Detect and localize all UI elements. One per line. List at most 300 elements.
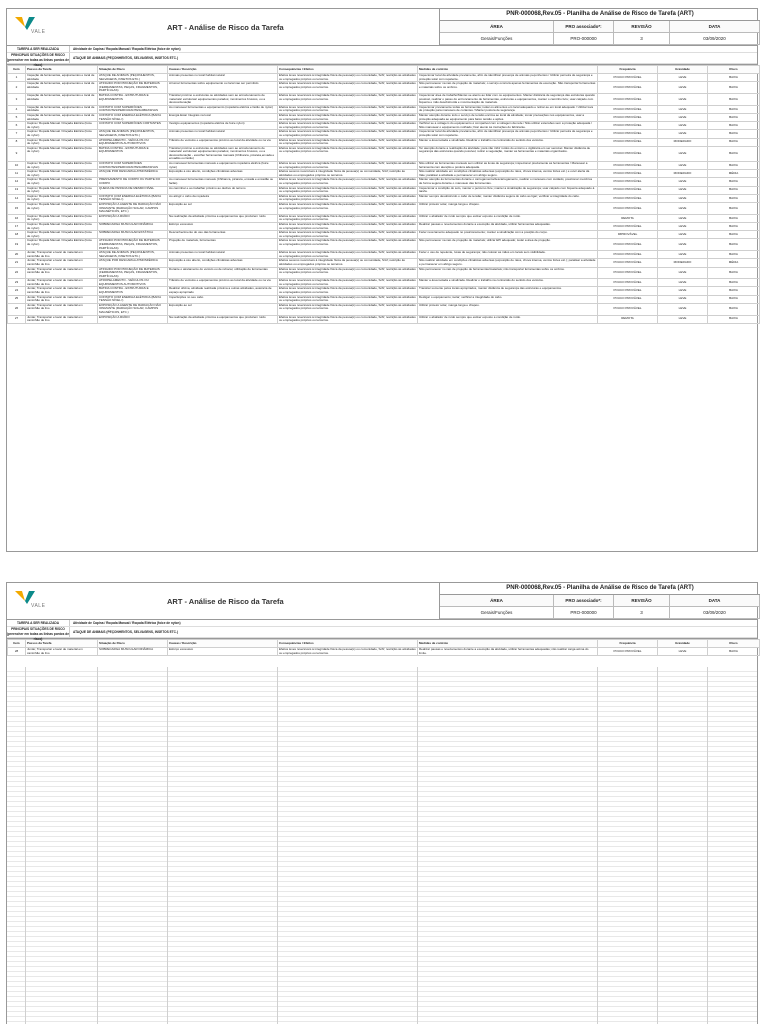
cell-situacao: CONTATO COM SUPERFÍCIES CORTANTES/PERFURANTES/ABRASIVAS bbox=[98, 162, 168, 170]
cell-item: 26 bbox=[8, 303, 26, 315]
cell-situacao: PRENSAMENTO DE CORPO OU PARTE DO CORPO bbox=[98, 178, 168, 186]
cell-passos: Juntar, Transportar e lavar de material em caminhão de lixo bbox=[26, 259, 98, 267]
cell-item: 22 bbox=[8, 267, 26, 279]
col-revisao-label: REVISÃO bbox=[614, 595, 670, 607]
logo-text: VALE bbox=[31, 603, 46, 609]
cell-medidas: Inspecionar local da atividade previamente, afim de identificar presença de animais peçonhentos / Utilizar perneira de segurança e proteção solar com repelente. bbox=[418, 74, 598, 82]
cell-consequencias: Efeitos leves reversíveis à integridade física da pessoa(s) ou comunidade, S/Af; restrição às atividades ou empregados próprios ou terceiros. bbox=[279, 193, 416, 202]
cell-consequencias: Efeitos leves reversíveis à integridade física da pessoa(s) ou comunidade, S/Af; restrição às atividades ou empregados próprios ou terceiros. bbox=[279, 129, 416, 137]
cell-passos: Juntar, Transportar e lavar de material em caminhão de lixo bbox=[26, 279, 98, 287]
cell-item: 4 bbox=[8, 105, 26, 113]
cell-consequencias: Efeitos leves reversíveis à integridade física da pessoa(s) ou comunidade, S/Af; restrição às atividades ou empregados próprios ou terceiros. bbox=[279, 314, 416, 323]
cell-frequencia: POUCO PROVÁVEL bbox=[598, 113, 658, 121]
col-data-label: DATA bbox=[670, 595, 760, 607]
col-frequencia: Frequência bbox=[598, 640, 658, 648]
cell-causas: Desconhecimento do uso das ferramentas bbox=[168, 231, 278, 239]
cell-risco: BAIXA bbox=[708, 130, 760, 138]
cell-medidas: Manter a área isolada e sinalizada. Realizar o trabalho na contramão do sentido dos veículos. bbox=[418, 138, 598, 146]
cell-risco: BAIXA bbox=[708, 113, 760, 121]
cell-causas: Ao atingir o cabo da roçadeira bbox=[168, 194, 278, 202]
pro-value: PRO-000000 bbox=[554, 607, 614, 619]
cell-gravidade: LEVE bbox=[658, 82, 708, 94]
col-revisao-label: REVISÃO bbox=[614, 21, 670, 33]
cell-medidas: Não realizar atividade em condições climáticas adversas (exposição de raios, chuva intensa, ventos fortes etc.) e ouvir alerta da Vale; paralisar a atividade e permanecer em abrigo seguro. bbox=[418, 170, 598, 178]
cell-risco: BAIXA bbox=[708, 105, 760, 113]
cell-risco: BAIXA bbox=[708, 162, 760, 170]
cell-causas: Exposição a céu aberto, condições climáticas adversas bbox=[168, 170, 278, 178]
table-row bbox=[8, 267, 760, 279]
col-item: Item bbox=[8, 66, 26, 74]
cell-medidas: Manter sempre desobstruído o cabo de tensão; manter distância segura do cabo ao ligar; verificar a integridade do cabo. bbox=[418, 194, 598, 202]
cell-medidas: Inspecionar área de trabalho/Manter-se atento ao lidar com os equipamentos. Manter distância de segurança das estruturas quando possível, realizar o passo do entroncamento de ferramentas, estruturas e equipamentos, manter o caminho livre; usar calçado com biqueira e mão desobstruída e movimentação de materiais. bbox=[418, 93, 598, 105]
cell-causas: Projeção de materiais, ferramentas bbox=[168, 239, 278, 251]
cell-situacao: ATAQUE DE ANIMAIS (PEÇONHENTOS, SELVAGENS, INSETOS ETC.) bbox=[98, 74, 168, 82]
cell-consequencias: Efeitos leves reversíveis à integridade física da pessoa(s) ou comunidade, S/Af; restrição às atividades ou empregados próprios ou terceiros. bbox=[279, 250, 416, 258]
cell-frequencia: POUCO PROVÁVEL bbox=[598, 162, 658, 170]
col-risco: Risco bbox=[708, 640, 760, 648]
cell-frequencia: REMOTA bbox=[598, 315, 658, 323]
cell-frequencia: POUCO PROVÁVEL bbox=[598, 648, 658, 656]
area-value: Gerais/Funções bbox=[440, 33, 554, 45]
cell-consequencias: Efeitos leves reversíveis à integridade física da pessoa(s) ou comunidade, S/Af; restrição às atividades ou empregados próprios ou terceiros. bbox=[279, 73, 416, 81]
cell-item: 27 bbox=[8, 315, 26, 323]
cell-item: 14 bbox=[8, 194, 26, 202]
cell-risco: BAIXA bbox=[708, 203, 760, 215]
tarefa-value: Atividade de Capina / Roçada Manual / Roçada Elétrica (foice de nylon) bbox=[73, 47, 181, 51]
cell-gravidade: LEVE bbox=[658, 186, 708, 194]
cell-item: 8 bbox=[8, 138, 26, 146]
cell-passos: Juntar, Transportar e lavar de material em caminhão de lixo bbox=[26, 295, 98, 303]
cell-consequencias: Efeitos leves reversíveis à integridade física da pessoa(s) ou comunidade, S/Af; restrição às atividades ou empregados próprios ou terceiros. bbox=[278, 203, 418, 215]
cell-consequencias: Efeitos leves reversíveis à integridade física da pessoa(s) ou comunidade, S/Af; restrição às atividades ou empregados próprios ou terceiros. bbox=[279, 294, 416, 303]
cell-frequencia: POUCO PROVÁVEL bbox=[598, 170, 658, 178]
cell-causas: Transitar próximo a estruturas ou atividades sem ao armazenamento de materiais/ estruturas/ equipamentos parados; movimentos bruscos, ou a descoordenação - escolher ferramentas manuais (Chibanca, picareta,enxada e enxadão ou facão) bbox=[168, 146, 278, 161]
cell-consequencias: Efeitos leves reversíveis à integridade física da pessoa(s) ou comunidade, S/Af; restrição às atividades ou empregados próprios ou terceiros. bbox=[278, 303, 418, 315]
cell-risco: BAIXA bbox=[708, 194, 760, 202]
cell-gravidade: LEVE bbox=[658, 231, 708, 239]
table-row bbox=[8, 146, 760, 161]
col-passos: Passos da Tarefa bbox=[26, 66, 98, 74]
cell-situacao: BATIDA CONTRA - ESTRUTURAS E EQUIPAMENTOS bbox=[98, 146, 168, 161]
cell-frequencia: IMPROVÁVEL bbox=[598, 231, 658, 239]
cell-item: 16 bbox=[8, 214, 26, 222]
cell-consequencias: Efeitos leves reversíveis à integridade física da pessoa(s) ou comunidade, S/Af; restrição às atividades ou empregados próprios ou terceiros. bbox=[279, 647, 416, 655]
cell-situacao: ATINGIDO POR PROJEÇÃO DE MATERIAIS (FERRAMENTAS, PEÇAS, FRAGMENTOS, PARTÍCULAS) bbox=[98, 239, 168, 251]
cell-gravidade: LEVE bbox=[658, 315, 708, 323]
cell-passos: Capina / Roçada Manual / Roçada Elétrica (foice de nylon) bbox=[26, 194, 98, 202]
situacoes-label: PRINCIPAIS SITUAÇÕES DE RISCO (preencher em todas as linhas pontos de risco) bbox=[7, 53, 69, 67]
cell-risco: BAIXA bbox=[708, 214, 760, 222]
cell-item: 12 bbox=[8, 178, 26, 186]
cell-passos: Inspeção da ferramentas, equipamentos e local de atividade bbox=[26, 82, 98, 94]
cell-passos: Capina / Roçada Manual / Roçada Elétrica (foice de nylon) bbox=[26, 231, 98, 239]
revisao-value: 3 bbox=[614, 33, 670, 45]
cell-consequencias: Efeitos leves reversíveis à integridade física da pessoa(s) ou comunidade, S/Af; restrição às atividades ou empregados próprios ou terceiros. bbox=[279, 161, 416, 169]
tarefa-value: Atividade de Capina / Roçada Manual / Roçada Elétrica (foice de nylon) bbox=[73, 621, 181, 625]
cell-risco: BAIXA bbox=[708, 239, 760, 251]
cell-causas: Imperfeições no seu cabo bbox=[168, 295, 278, 303]
situacoes-label: PRINCIPAIS SITUAÇÕES DE RISCO (preencher em todas as linhas pontos de risco) bbox=[7, 627, 69, 641]
cell-situacao: CONTATO COM SUPERFÍCIES CORTANTES/PERFURANTES/ABRASIVAS bbox=[98, 105, 168, 113]
cell-situacao: EXPOSIÇÃO A RUÍDO bbox=[98, 214, 168, 222]
cell-causas: Energia Estar Integrais na local bbox=[168, 113, 278, 121]
cell-consequencias: Efeitos leves reversíveis à integridade física da pessoa(s) ou comunidade, S/Af; restrição às atividades ou empregados próprios ou terceiros. bbox=[279, 221, 416, 230]
cell-passos: Capina / Roçada Manual / Roçada Elétrica (foice de nylon) bbox=[26, 239, 98, 251]
area-value: Gerais/Funções bbox=[440, 607, 554, 619]
cell-causas: Transitar próximo a estruturas ou atividades sem ao armazenamento de materiais/ estruturas/ equipamentos parados; movimentos bruscos, ou a descoordenação bbox=[168, 93, 278, 105]
data-value: 03/09/2020 bbox=[670, 607, 760, 619]
sheet-page-1 bbox=[6, 8, 758, 552]
cell-item: 1 bbox=[8, 74, 26, 82]
cell-risco: BAIXA bbox=[708, 231, 760, 239]
cell-frequencia: POUCO PROVÁVEL bbox=[598, 251, 658, 259]
col-frequencia: Frequência bbox=[598, 66, 658, 74]
cell-risco: BAIXA bbox=[708, 146, 760, 161]
cell-frequencia: POUCO PROVÁVEL bbox=[598, 267, 658, 279]
table-row bbox=[8, 315, 760, 323]
col-item: Item bbox=[8, 640, 26, 648]
cell-risco: BAIXA bbox=[708, 315, 760, 323]
cell-frequencia: POUCO PROVÁVEL bbox=[598, 178, 658, 186]
col-pro-label: PRO associado*: bbox=[554, 21, 614, 33]
col-situacao: Situação de Risco bbox=[98, 640, 168, 648]
cell-causas: Esforço excessivo bbox=[168, 222, 278, 230]
cell-risco: BAIXA bbox=[708, 93, 760, 105]
cell-passos: Capina / Roçada Manual / Roçada Elétrica (foice de nylon) bbox=[26, 222, 98, 230]
cell-passos: Inspeção da ferramentas, equipamentos e local de atividade bbox=[26, 105, 98, 113]
cell-gravidade: LEVE bbox=[658, 162, 708, 170]
task-meta bbox=[7, 46, 757, 65]
cell-item: 24 bbox=[8, 287, 26, 295]
col-medidas: Medidas de controle bbox=[418, 66, 598, 74]
header-info-block bbox=[439, 583, 760, 619]
cell-frequencia: POUCO PROVÁVEL bbox=[598, 138, 658, 146]
cell-item: 19 bbox=[8, 239, 26, 251]
col-medidas: Medidas de controle bbox=[418, 640, 598, 648]
doc-code: PNR-000068,Rev.05 - Planilha de Análise de Risco de Tarefa (ART) bbox=[440, 9, 760, 21]
page-title: ART - Análise de Risco da Tarefa bbox=[167, 23, 284, 32]
cell-risco: BAIXA bbox=[708, 279, 760, 287]
cell-passos: Inspeção da ferramentas, equipamentos e local de atividade bbox=[26, 93, 98, 105]
cell-item: 20 bbox=[8, 251, 26, 259]
table-row bbox=[8, 130, 760, 138]
cell-gravidade: LEVE bbox=[658, 74, 708, 82]
cell-item: 10 bbox=[8, 162, 26, 170]
cell-consequencias: Efeitos leves reversíveis à integridade física da pessoa(s) ou comunidade, S/Af; restrição às atividades ou empregados próprios ou terceiros. bbox=[278, 267, 418, 279]
cell-causas: Na realização da atividade próxima a equipamentos que produzem ruído bbox=[168, 214, 278, 222]
cell-risco: BAIXA bbox=[708, 303, 760, 315]
cell-medidas: Manter atenção durante todo o serviço de tensão encima ao local da atividade; tomar precauções nos equipamentos, usar a proteção adequada ao equipamento para baixo tensão e ações. bbox=[418, 113, 598, 121]
cell-gravidade: LEVE bbox=[658, 279, 708, 287]
cell-situacao: EXPOSIÇÃO A AGENTE DE RADIAÇÃO NÃO IONIZANTE (RADIAÇÃO SOLAR, CAMPOS MAGNÉTICOS, ETC.) bbox=[98, 303, 168, 315]
cell-medidas: Verificar se a voltagem do equipamento é compatível com a voltagem da rede / Não utilizar extensões sem a proteção adequada / Não manusear o equipamento molhado; ficar atento às instruções do fabricante. bbox=[418, 122, 598, 130]
cell-passos: Capina / Roçada Manual / Roçada Elétrica (foice de nylon) bbox=[26, 162, 98, 170]
cell-medidas: Ter atenção durante a realização da atividade; para não inibir ruídos do entorno e vigilância em ser sensível. Manter distância de segurança das estruturas quando possível, retirar a vegetação, manter as ferramentas e materiais organizados. bbox=[418, 146, 598, 161]
cell-frequencia: POUCO PROVÁVEL bbox=[598, 303, 658, 315]
cell-risco: BAIXA bbox=[708, 295, 760, 303]
table-row bbox=[8, 178, 760, 186]
cell-gravidade: LEVE bbox=[658, 214, 708, 222]
cell-consequencias: Efeitos leves reversíveis à integridade física da pessoa(s) ou comunidade, S/Af; restrição às atividades ou empregados próprios ou terceiros. bbox=[279, 137, 416, 146]
cell-passos: Capina / Roçada Manual / Roçada Elétrica (foice de nylon) bbox=[26, 214, 98, 222]
cell-consequencias: Efeitos severos reversíveis à integridade física da pessoa(s) ou comunidade, S/Af; restrição às atividades ou empregados próprios ou terceiros. bbox=[278, 259, 418, 267]
cell-causas: Animais presentes no local habitat natural bbox=[168, 74, 278, 82]
col-passos: Passos da Tarefa bbox=[26, 640, 98, 648]
cell-frequencia: REMOTA bbox=[598, 214, 658, 222]
cell-item: 7 bbox=[8, 130, 26, 138]
col-area-label: ÁREA bbox=[440, 595, 554, 607]
cell-causas: Trânsito de veículos e equipamentos próximo ao local da atividade ou na via bbox=[168, 279, 278, 287]
cell-situacao: QUEDA DE PESSOA DE MESMO NÍVEL bbox=[98, 186, 168, 194]
cell-consequencias: Efeitos leves reversíveis à integridade física da pessoa(s) ou comunidade, S/Af; restrição às atividades ou empregados próprios ou terceiros. bbox=[279, 112, 416, 121]
cell-risco: BAIXA bbox=[708, 186, 760, 194]
cell-passos: Inspeção da ferramentas, equipamentos e local de atividade bbox=[26, 113, 98, 121]
cell-medidas: Não permanecer na raio de projeção de materiais; utilizar EPI adequado; isolar a área de projeção. bbox=[418, 239, 598, 251]
cell-item: 13 bbox=[8, 186, 26, 194]
cell-medidas: Inspecionar local da atividade previamente, afim de identificar presença de animais peçonhentos / Utilizar perneira de segurança e proteção solar com repelente. bbox=[418, 130, 598, 138]
table-row bbox=[8, 138, 760, 146]
cell-consequencias: Efeitos leves reversíveis à integridade física da pessoa(s) ou comunidade, S/Af; restrição às atividades ou empregados próprios ou terceiros. bbox=[279, 278, 416, 286]
cell-gravidade: LEVE bbox=[658, 146, 708, 161]
cell-consequencias: Efeitos leves reversíveis à integridade física da pessoa(s) ou comunidade, S/Af; restrição às atividades ou empregados próprios ou terceiros. bbox=[278, 146, 418, 161]
col-pro-label: PRO associado*: bbox=[554, 595, 614, 607]
cell-gravidade: MODERADO bbox=[658, 170, 708, 178]
col-causas: Causas / Descrição bbox=[168, 66, 278, 74]
cell-causas: Durante o atrelamento do veículo ou de rebocar, utilização de ferramentas bbox=[168, 267, 278, 279]
cell-frequencia: POUCO PROVÁVEL bbox=[598, 194, 658, 202]
cell-medidas: Utilizar o abafador de ruído sempre que estiver exposto a condição de ruído. bbox=[418, 315, 598, 323]
cell-frequencia: POUCO PROVÁVEL bbox=[598, 74, 658, 82]
cell-medidas: Não realizar atividade em condições climáticas adversas (exposição de raios, chuva intensa, ventos fortes etc.); paralisar a atividade e permanecer em abrigo seguro. bbox=[418, 259, 598, 267]
cell-item: 25 bbox=[8, 295, 26, 303]
cell-frequencia: POUCO PROVÁVEL bbox=[598, 203, 658, 215]
cell-medidas: Manter atenção às ferramentas durante o carregamento/descarregamento, realizar o manuseio com cuidado; posicionar membros de forma segura durante o manuseio das ferramentas. bbox=[418, 178, 598, 186]
table-row bbox=[8, 303, 760, 315]
cell-item: 15 bbox=[8, 203, 26, 215]
cell-medidas: Utilizar protetor solar, manga longa e chapéu. bbox=[418, 303, 598, 315]
col-gravidade: Gravidade bbox=[658, 640, 708, 648]
cell-item: 5 bbox=[8, 113, 26, 121]
col-consequencias: Consequências / Efeitos bbox=[278, 640, 418, 648]
page-title: ART - Análise de Risco da Tarefa bbox=[167, 597, 284, 606]
cell-frequencia: POUCO PROVÁVEL bbox=[598, 287, 658, 295]
sheet-header bbox=[7, 583, 757, 620]
risk-table bbox=[7, 65, 760, 324]
cell-medidas: Desligar o equipamento; isolar; verificar a integridade do cabo. bbox=[418, 295, 598, 303]
logo-text: VALE bbox=[31, 29, 46, 35]
cell-causas: Ao caminhar e ao trabalhar próximo ao declive do terreno bbox=[168, 186, 278, 194]
cell-situacao: EXPOSIÇÃO A RUÍDO bbox=[98, 315, 168, 323]
cell-gravidade: LEVE bbox=[658, 267, 708, 279]
cell-frequencia: POUCO PROVÁVEL bbox=[598, 82, 658, 94]
cell-gravidade: LEVE bbox=[658, 303, 708, 315]
cell-causas: Exposição a céu aberto, condições climáticas adversas bbox=[168, 259, 278, 267]
cell-passos: Capina / Roçada Manual / Roçada Elétrica (foice de nylon) bbox=[26, 186, 98, 194]
cell-risco: BAIXA bbox=[708, 648, 760, 656]
cell-passos: Juntar, Transportar e lavar de material em caminhão de lixo bbox=[26, 267, 98, 279]
cell-situacao: EXPOSIÇÃO A AGENTE DE RADIAÇÃO NÃO IONIZANTE (RADIAÇÃO SOLAR, CAMPOS MAGNÉTICOS, ETC.) bbox=[98, 203, 168, 215]
cell-situacao: CONTATO COM ENERGIA ELÉTRICA (BAIXA TENSÃO NÍVEL I) bbox=[98, 194, 168, 202]
cell-item: 9 bbox=[8, 146, 26, 161]
cell-situacao: ATAQUE POR DESCARGA ATMOSFÉRICA bbox=[98, 259, 168, 267]
cell-gravidade: MODERADO bbox=[658, 259, 708, 267]
cell-situacao: SOBRECARGA MUSCULAR DINÂMICA bbox=[98, 222, 168, 230]
col-causas: Causas / Descrição bbox=[168, 640, 278, 648]
cell-frequencia: POUCO PROVÁVEL bbox=[598, 122, 658, 130]
risk-table-continued bbox=[7, 639, 760, 656]
table-row bbox=[8, 287, 760, 295]
cell-consequencias: Efeitos leves reversíveis à integridade física da pessoa(s) ou comunidade, S/Af; restrição às atividades ou empregados próprios ou terceiros. bbox=[279, 185, 416, 194]
tarefa-label: TAREFA A SER REALIZADA bbox=[7, 620, 70, 626]
cell-consequencias: Efeitos leves reversíveis à integridade física da pessoa(s) ou comunidade, S/Af; restrição às atividades ou empregados próprios ou terceiros. bbox=[278, 82, 418, 94]
pro-value: PRO-000000 bbox=[554, 33, 614, 45]
situacoes-value: ATAQUE DE ANIMAIS (PEÇONHENTOS, SELVAGENS, INSETOS ETC.) bbox=[73, 630, 178, 634]
table-row bbox=[8, 82, 760, 94]
cell-medidas: Manter a área isolada e sinalizada. Realizar o trabalho na contramão do sentido dos veículos. bbox=[418, 279, 598, 287]
cell-consequencias: Efeitos leves reversíveis à integridade física da pessoa(s) ou comunidade, S/Af; restrição às atividades ou empregados próprios ou terceiros. bbox=[279, 121, 416, 129]
vale-logo bbox=[13, 589, 53, 611]
cell-medidas: Realizar pausas e revezamentos durante a execução da atividade, utilizar ferramentas adequadas; não realizar carga acima do limite. bbox=[418, 648, 598, 656]
cell-gravidade: LEVE bbox=[658, 113, 708, 121]
cell-medidas: Não permanecer no raio de projeção de ferramentas/materiais; não transportar ferramentas sobre os ombros. bbox=[418, 267, 598, 279]
cell-gravidade: LEVE bbox=[658, 251, 708, 259]
empty-grid-rows bbox=[7, 667, 757, 1024]
col-consequencias: Consequências / Efeitos bbox=[278, 66, 418, 74]
cell-risco: MÉDIA bbox=[708, 170, 760, 178]
col-data-label: DATA bbox=[670, 21, 760, 33]
cell-causas: Na realização da atividade próxima a equipamentos que produzem ruído bbox=[168, 315, 278, 323]
cell-consequencias: Efeitos leves reversíveis à integridade física da pessoa(s) ou comunidade, S/Af; restrição às atividades ou empregados próprios ou terceiros. bbox=[279, 230, 416, 238]
cell-causas: Ao manusear ferramentas manuais (Chibanca, picareta, enxada e enxadão ou facão) bbox=[168, 178, 278, 186]
cell-causas: Exposição ao sol bbox=[168, 303, 278, 315]
cell-situacao: ATROPELAMENTO - VEÍCULOS OU EQUIPAMENTOS AUTOMOTIVOS bbox=[98, 279, 168, 287]
cell-situacao: ATINGIDO POR PROJEÇÃO DE MATERIAIS (FERRAMENTAS, PEÇAS, FRAGMENTOS, PARTÍCULAS) bbox=[98, 267, 168, 279]
table-row bbox=[8, 93, 760, 105]
cell-passos: Juntar, Transportar e lavar de material em caminhão de lixo bbox=[26, 287, 98, 295]
cell-passos: Capina / Roçada Manual / Roçada Elétrica (foice de nylon) bbox=[26, 122, 98, 130]
cell-risco: BAIXA bbox=[708, 138, 760, 146]
data-value: 03/09/2020 bbox=[670, 33, 760, 45]
cell-situacao: SOBRECARGA MUSCULAR DINÂMICA bbox=[98, 648, 168, 656]
cell-frequencia: POUCO PROVÁVEL bbox=[598, 146, 658, 161]
cell-gravidade: LEVE bbox=[658, 239, 708, 251]
cell-gravidade: LEVE bbox=[658, 122, 708, 130]
cell-situacao: CONTATO COM ENERGIA ELÉTRICA (BAIXA TENSÃO NÍVEL I) bbox=[98, 113, 168, 121]
cell-situacao: ATAQUE DE ANIMAIS (PEÇONHENTOS, SELVAGENS, INSETOS ETC.) bbox=[98, 130, 168, 138]
cell-gravidade: LEVE bbox=[658, 93, 708, 105]
cell-gravidade: LEVE bbox=[658, 295, 708, 303]
cell-risco: BAIXA bbox=[708, 178, 760, 186]
cell-passos: Juntar, Transportar e lavar de material em caminhão de lixo bbox=[26, 303, 98, 315]
cell-passos: Inspeção da ferramentas, equipamentos e local de atividade bbox=[26, 74, 98, 82]
cell-consequencias: Efeitos leves reversíveis à integridade física da pessoa(s) ou comunidade, S/Af; restrição às atividades ou empregados próprios ou terceiros. bbox=[279, 177, 416, 186]
sheet-page-2 bbox=[6, 582, 758, 1024]
cell-situacao: ATINGIDO POR PROJEÇÃO DE MATERIAIS (FERRAMENTAS, PEÇAS, FRAGMENTOS, PARTÍCULAS) bbox=[98, 82, 168, 94]
cell-risco: BAIXA bbox=[708, 251, 760, 259]
cell-situacao: ATROPELAMENTO - VEÍCULOS OU EQUIPAMENTOS AUTOMOTIVOS bbox=[98, 138, 168, 146]
cell-frequencia: POUCO PROVÁVEL bbox=[598, 239, 658, 251]
cell-frequencia: POUCO PROVÁVEL bbox=[598, 105, 658, 113]
cell-risco: MÉDIA bbox=[708, 259, 760, 267]
cell-medidas: Utilizar o abafador de ruído sempre que estiver exposto a condição de ruído. bbox=[418, 214, 598, 222]
cell-passos: Juntar, Transportar e lavar de material em caminhão de lixo bbox=[26, 315, 98, 323]
cell-item: 3 bbox=[8, 93, 26, 105]
revisao-value: 3 bbox=[614, 607, 670, 619]
cell-item: 11 bbox=[8, 170, 26, 178]
cell-gravidade: LEVE bbox=[658, 648, 708, 656]
cell-passos: Capina / Roçada Manual / Roçada Elétrica (foice de nylon) bbox=[26, 130, 98, 138]
table-row bbox=[8, 203, 760, 215]
cell-causas: Arrumar ferramentas sobre equipamento ou local nao ser permitido bbox=[168, 82, 278, 94]
cell-risco: BAIXA bbox=[708, 222, 760, 230]
cell-medidas: Fazer revezamento adequado no posicionamento; manter a sinalização com a posição do corpo. bbox=[418, 231, 598, 239]
doc-code: PNR-000068,Rev.05 - Planilha de Análise de Risco de Tarefa (ART) bbox=[440, 583, 760, 595]
cell-consequencias: Efeitos leves reversíveis à integridade física da pessoa(s) ou comunidade, S/Af; restrição às atividades ou empregados próprios ou terceiros. bbox=[279, 286, 416, 295]
cell-passos: Capina / Roçada Manual / Roçada Elétrica (foice de nylon) bbox=[26, 146, 98, 161]
cell-frequencia: POUCO PROVÁVEL bbox=[598, 279, 658, 287]
cell-situacao: SOBRECARGA MUSCULAR ESTÁTICA bbox=[98, 231, 168, 239]
cell-frequencia: POUCO PROVÁVEL bbox=[598, 222, 658, 230]
cell-situacao: CONTATO COM SUPERFÍCIES CORTANTES bbox=[98, 122, 168, 130]
cell-gravidade: LEVE bbox=[658, 178, 708, 186]
col-gravidade: Gravidade bbox=[658, 66, 708, 74]
task-meta bbox=[7, 620, 757, 639]
cell-consequencias: Efeitos leves reversíveis à integridade física da pessoa(s) ou comunidade, S/Af; restrição às atividades ou empregados próprios ou terceiros. bbox=[278, 239, 418, 251]
table-row bbox=[8, 239, 760, 251]
cell-causas: Ao manusear ferramentas manuais e equipamento roçadeira elétrica (foice nylon) bbox=[168, 162, 278, 170]
cell-situacao: ATAQUE DE ANIMAIS (PEÇONHENTOS, SELVAGENS, INSETOS ETC.) bbox=[98, 251, 168, 259]
cell-frequencia: POUCO PROVÁVEL bbox=[598, 130, 658, 138]
sheet-header bbox=[7, 9, 757, 46]
cell-medidas: Não permanecer na raio de projeção de materiais; o serviço ocorrerá apenas ferramentas de execução. Não transportar ferramentas e materiais sobre os ombros. bbox=[418, 82, 598, 94]
cell-causas: Vestígio equipamentos (roçadeira elétrica de foice nylon) bbox=[168, 122, 278, 130]
cell-causas: Realizar oficina, atividade realizada próxima a outras atividades, ausência de espaço apropriado bbox=[168, 287, 278, 295]
table-row bbox=[8, 259, 760, 267]
cell-consequencias: Efeitos leves reversíveis à integridade física da pessoa(s) ou comunidade, S/Af; restrição às atividades ou empregados próprios ou terceiros. bbox=[279, 213, 416, 222]
situacoes-value: ATAQUE DE ANIMAIS (PEÇONHENTOS, SELVAGENS, INSETOS ETC.) bbox=[73, 56, 178, 60]
col-situacao: Situação de Risco bbox=[98, 66, 168, 74]
cell-risco: BAIXA bbox=[708, 82, 760, 94]
cell-item: 28 bbox=[8, 648, 26, 656]
cell-situacao: ATAQUE POR DESCARGA ATMOSFÉRICA bbox=[98, 170, 168, 178]
cell-consequencias: Efeitos leves reversíveis à integridade física da pessoa(s) ou comunidade, S/Af; restrição às atividades ou empregados próprios ou terceiros. bbox=[279, 104, 416, 113]
cell-gravidade: LEVE bbox=[658, 287, 708, 295]
cell-risco: BAIXA bbox=[708, 74, 760, 82]
tarefa-label: TAREFA A SER REALIZADA bbox=[7, 46, 70, 52]
cell-medidas: Utilizar protetor solar, manga longa e chapéu. bbox=[418, 203, 598, 215]
cell-causas: Trânsito de veículos e equipamentos próximo ao local da atividade ou na via bbox=[168, 138, 278, 146]
cell-gravidade: LEVE bbox=[658, 194, 708, 202]
cell-causas: Esforço excessivo bbox=[168, 648, 278, 656]
cell-medidas: Fazer o uso de repelente, luvas de segurança; não colocar as mãos em locais sem visibilidade. bbox=[418, 251, 598, 259]
cell-medidas: Realizar pausas e revezamentos durante a execução da atividade, utilizar ferramentas adequadas. bbox=[418, 222, 598, 230]
cell-medidas: Inspecionar previamente todas as ferramentas; isolar os alimentos em local adequado e retirar-se em local adequado / Utilizar luva de proteção para manuseio de cortantes / Manter postura de segurança. bbox=[418, 105, 598, 113]
cell-medidas: Inspecionar a condição do solo, manter o percurso livre; manter a sinalização de segurança; usar calçado com biqueira adequado à tarefa. bbox=[418, 186, 598, 194]
cell-gravidade: LEVE bbox=[658, 130, 708, 138]
table-row bbox=[8, 648, 760, 656]
cell-item: 17 bbox=[8, 222, 26, 230]
cell-gravidade: LEVE bbox=[658, 222, 708, 230]
cell-passos: Capina / Roçada Manual / Roçada Elétrica (foice de nylon) bbox=[26, 203, 98, 215]
cell-frequencia: POUCO PROVÁVEL bbox=[598, 295, 658, 303]
cell-causas: Exposição ao sol bbox=[168, 203, 278, 215]
cell-frequencia: POUCO PROVÁVEL bbox=[598, 93, 658, 105]
col-risco: Risco bbox=[708, 66, 760, 74]
cell-consequencias: Efeitos leves reversíveis à integridade física da pessoa(s) ou comunidade, S/Af; restrição às atividades ou empregados próprios ou terceiros. bbox=[278, 93, 418, 105]
header-info-block bbox=[439, 9, 760, 45]
cell-frequencia: POUCO PROVÁVEL bbox=[598, 186, 658, 194]
cell-item: 2 bbox=[8, 82, 26, 94]
